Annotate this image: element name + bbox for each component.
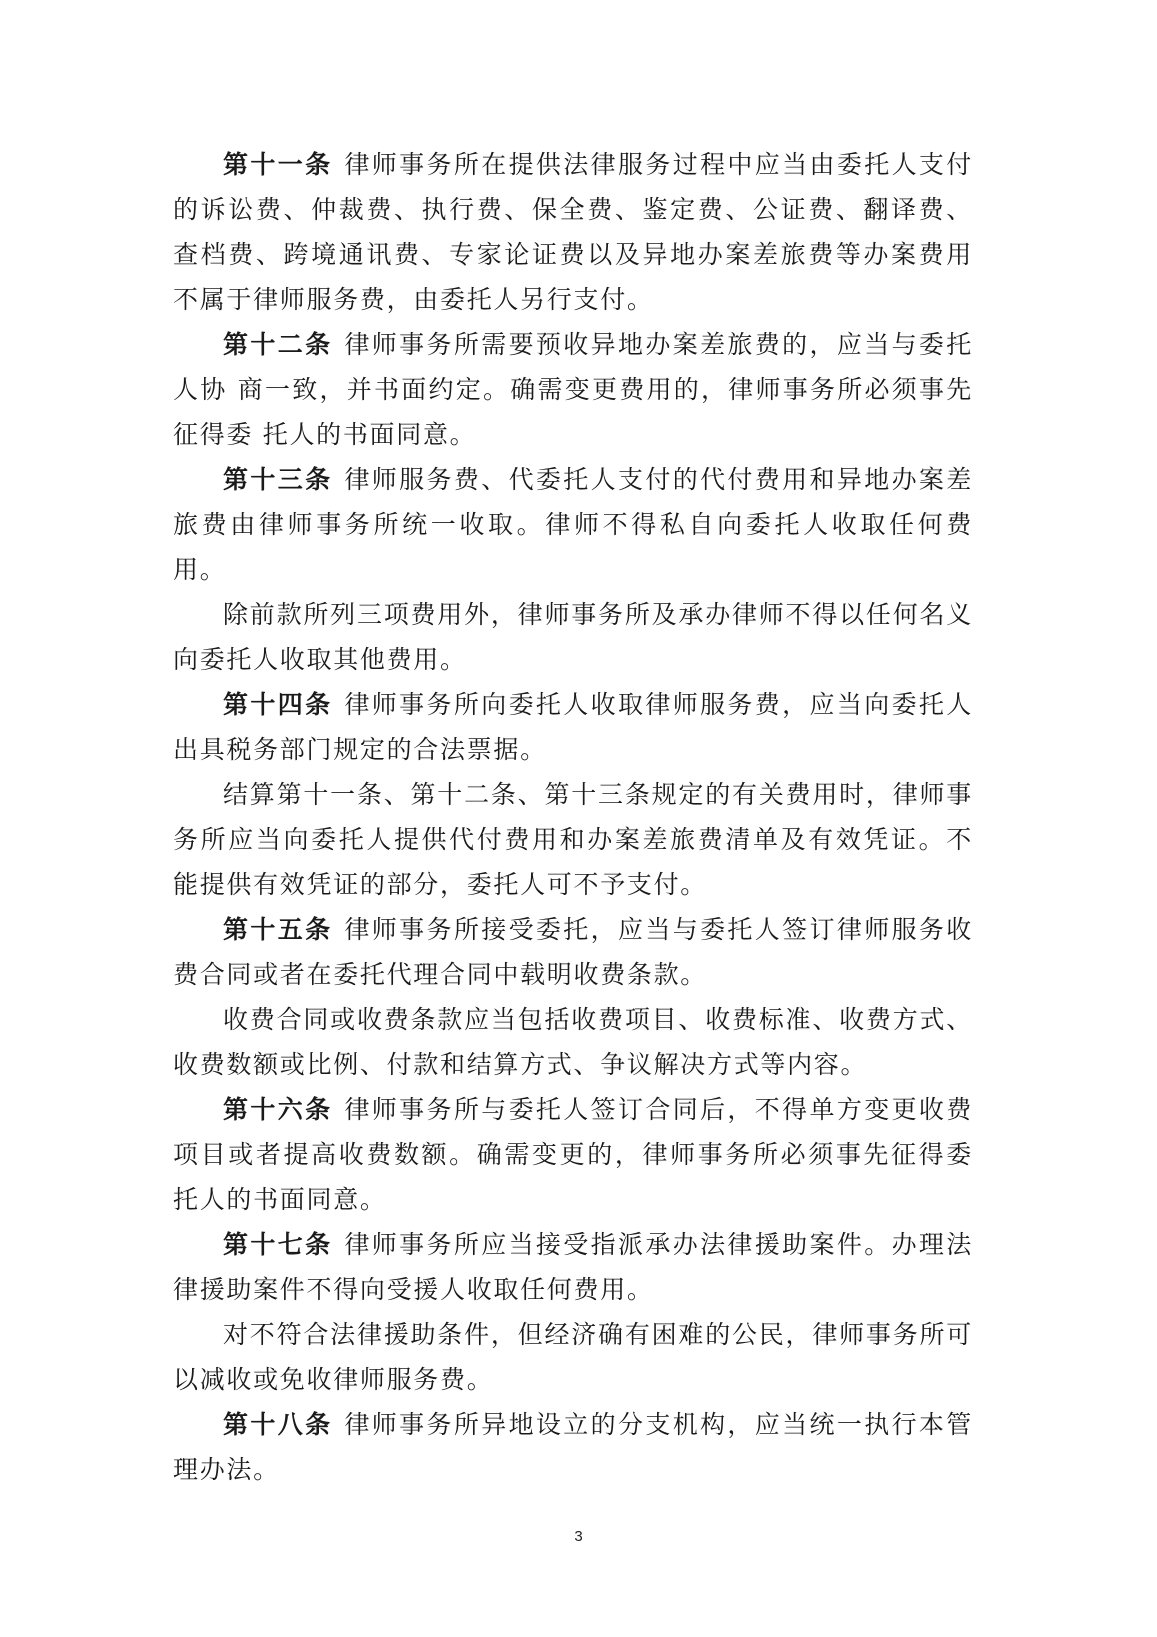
document-body — [173, 142, 973, 1492]
paragraph-article-15 — [173, 907, 973, 997]
article-heading: 第十二条 — [223, 330, 333, 359]
paragraph-article-16 — [173, 1087, 973, 1222]
article-heading: 第十三条 — [223, 465, 333, 494]
article-heading: 第十七条 — [223, 1230, 333, 1259]
paragraph-text: 律师事务所向委托人收取律师服务费，应当向委托人出具税务部门规定的合法票据。 — [173, 690, 973, 764]
article-heading: 第十四条 — [223, 690, 333, 719]
paragraph-text: 律师事务所异地设立的分支机构，应当统一执行本管理办法。 — [173, 1410, 973, 1484]
paragraph-text: 律师事务所接受委托，应当与委托人签订律师服务收费合同或者在委托代理合同中载明收费条款。 — [173, 915, 973, 989]
paragraph-text: 律师事务所与委托人签订合同后，不得单方变更收费项目或者提高收费数额。确需变更的，律师事务所必须事先征得委托人的书面同意。 — [173, 1095, 973, 1214]
paragraph-text: 律师事务所应当接受指派承办法律援助案件。办理法律援助案件不得向受援人收取任何费用。 — [173, 1230, 973, 1304]
article-heading: 第十五条 — [223, 915, 333, 944]
paragraph-text: 律师服务费、代委托人支付的代付费用和异地办案差旅费由律师事务所统一收取。律师不得私自向委托人收取任何费用。 — [173, 465, 973, 584]
paragraph-article-14-clause-2 — [173, 772, 973, 907]
paragraph-article-17-clause-2 — [173, 1312, 973, 1402]
paragraph-text: 律师事务所需要预收异地办案差旅费的，应当与委托人协 商一致，并书面约定。确需变更费用的，律师事务所必须事先征得委 托人的书面同意。 — [173, 330, 973, 449]
paragraph-article-13-clause-2 — [173, 592, 973, 682]
page-number: 3 — [574, 1528, 583, 1545]
paragraph-article-12 — [173, 322, 973, 457]
paragraph-article-18 — [173, 1402, 973, 1492]
paragraph-text: 对不符合法律援助条件，但经济确有困难的公民，律师事务所可以减收或免收律师服务费。 — [173, 1320, 973, 1394]
paragraph-article-11 — [173, 142, 973, 322]
paragraph-text: 律师事务所在提供法律服务过程中应当由委托人支付的诉讼费、仲裁费、执行费、保全费、鉴定费、公证费、翻译费、查档费、跨境通讯费、专家论证费以及异地办案差旅费等办案费用不属于律师服务费，由委托人另行支付。 — [173, 150, 973, 314]
paragraph-article-13 — [173, 457, 973, 592]
paragraph-article-15-clause-2 — [173, 997, 973, 1087]
article-heading: 第十一条 — [223, 150, 333, 179]
article-heading: 第十六条 — [223, 1095, 333, 1124]
paragraph-text: 结算第十一条、第十二条、第十三条规定的有关费用时，律师事务所应当向委托人提供代付费用和办案差旅费清单及有效凭证。不能提供有效凭证的部分，委托人可不予支付。 — [173, 780, 973, 899]
paragraph-text: 除前款所列三项费用外，律师事务所及承办律师不得以任何名义向委托人收取其他费用。 — [173, 600, 973, 674]
paragraph-article-14 — [173, 682, 973, 772]
article-heading: 第十八条 — [223, 1410, 333, 1439]
paragraph-text: 收费合同或收费条款应当包括收费项目、收费标准、收费方式、收费数额或比例、付款和结算方式、争议解决方式等内容。 — [173, 1005, 973, 1079]
paragraph-article-17 — [173, 1222, 973, 1312]
